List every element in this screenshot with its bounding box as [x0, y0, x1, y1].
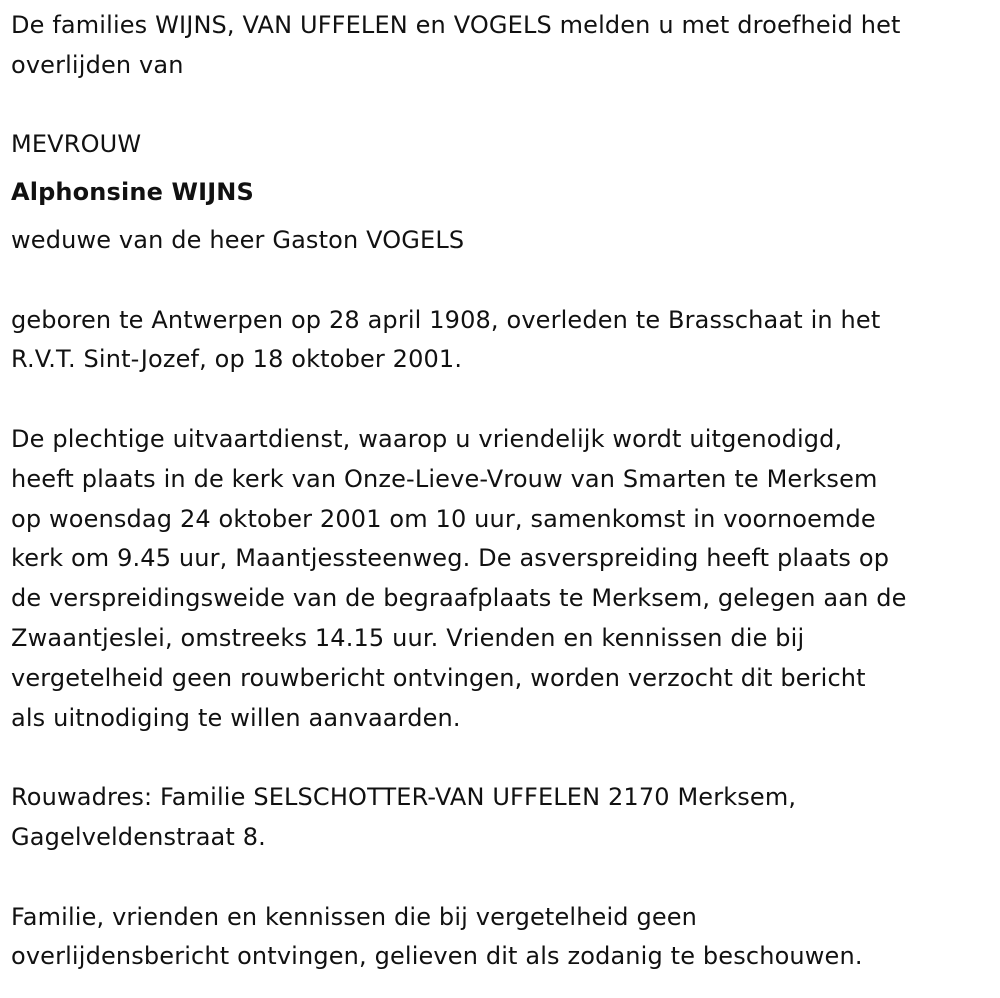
closing-paragraph: Familie, vrienden en kennissen die bij vergetelheid geen overlijdensbericht ontvingen, gelieven dit als zodanig te beschouwen.: [11, 902, 863, 971]
mourning-address-paragraph: Rouwadres: Familie SELSCHOTTER-VAN UFFELEN 2170 Merksem, Gagelveldenstraat 8.: [11, 783, 797, 851]
deceased-name: Alphonsine WIJNS: [11, 178, 254, 207]
death-notice: [11, 6, 996, 977]
honorific-title: MEVROUW: [11, 130, 142, 159]
birth-death-paragraph: geboren te Antwerpen op 28 april 1908, overleden te Brasschaat in het R.V.T. Sint-Jozef, op 18 oktober 2001.: [11, 305, 881, 374]
funeral-service-paragraph: De plechtige uitvaartdienst, waarop u vriendelijk wordt uitgenodigd, heeft plaats in de kerk van Onze-Lieve-Vrouw van Smarten te Merksem op woensdag 24 oktober 2001 om 10 uur, samenkomst in voornoemde kerk om 9.45 uur, Maantjessteenweg. De asverspreiding heeft plaats op de verspreidingsweide van de begraafplaats te Merksem, gelegen aan de Zwaantjeslei, omstreeks 14.15 uur. Vrienden en kennissen die bij vergetelheid geen rouwbericht ontvingen, worden verzocht dit bericht als uitnodiging te willen aanvaarden.: [11, 424, 907, 732]
intro-paragraph: De families WIJNS, VAN UFFELEN en VOGELS melden u met droefheid het overlijden van: [11, 11, 901, 79]
spouse-line: weduwe van de heer Gaston VOGELS: [11, 225, 465, 254]
